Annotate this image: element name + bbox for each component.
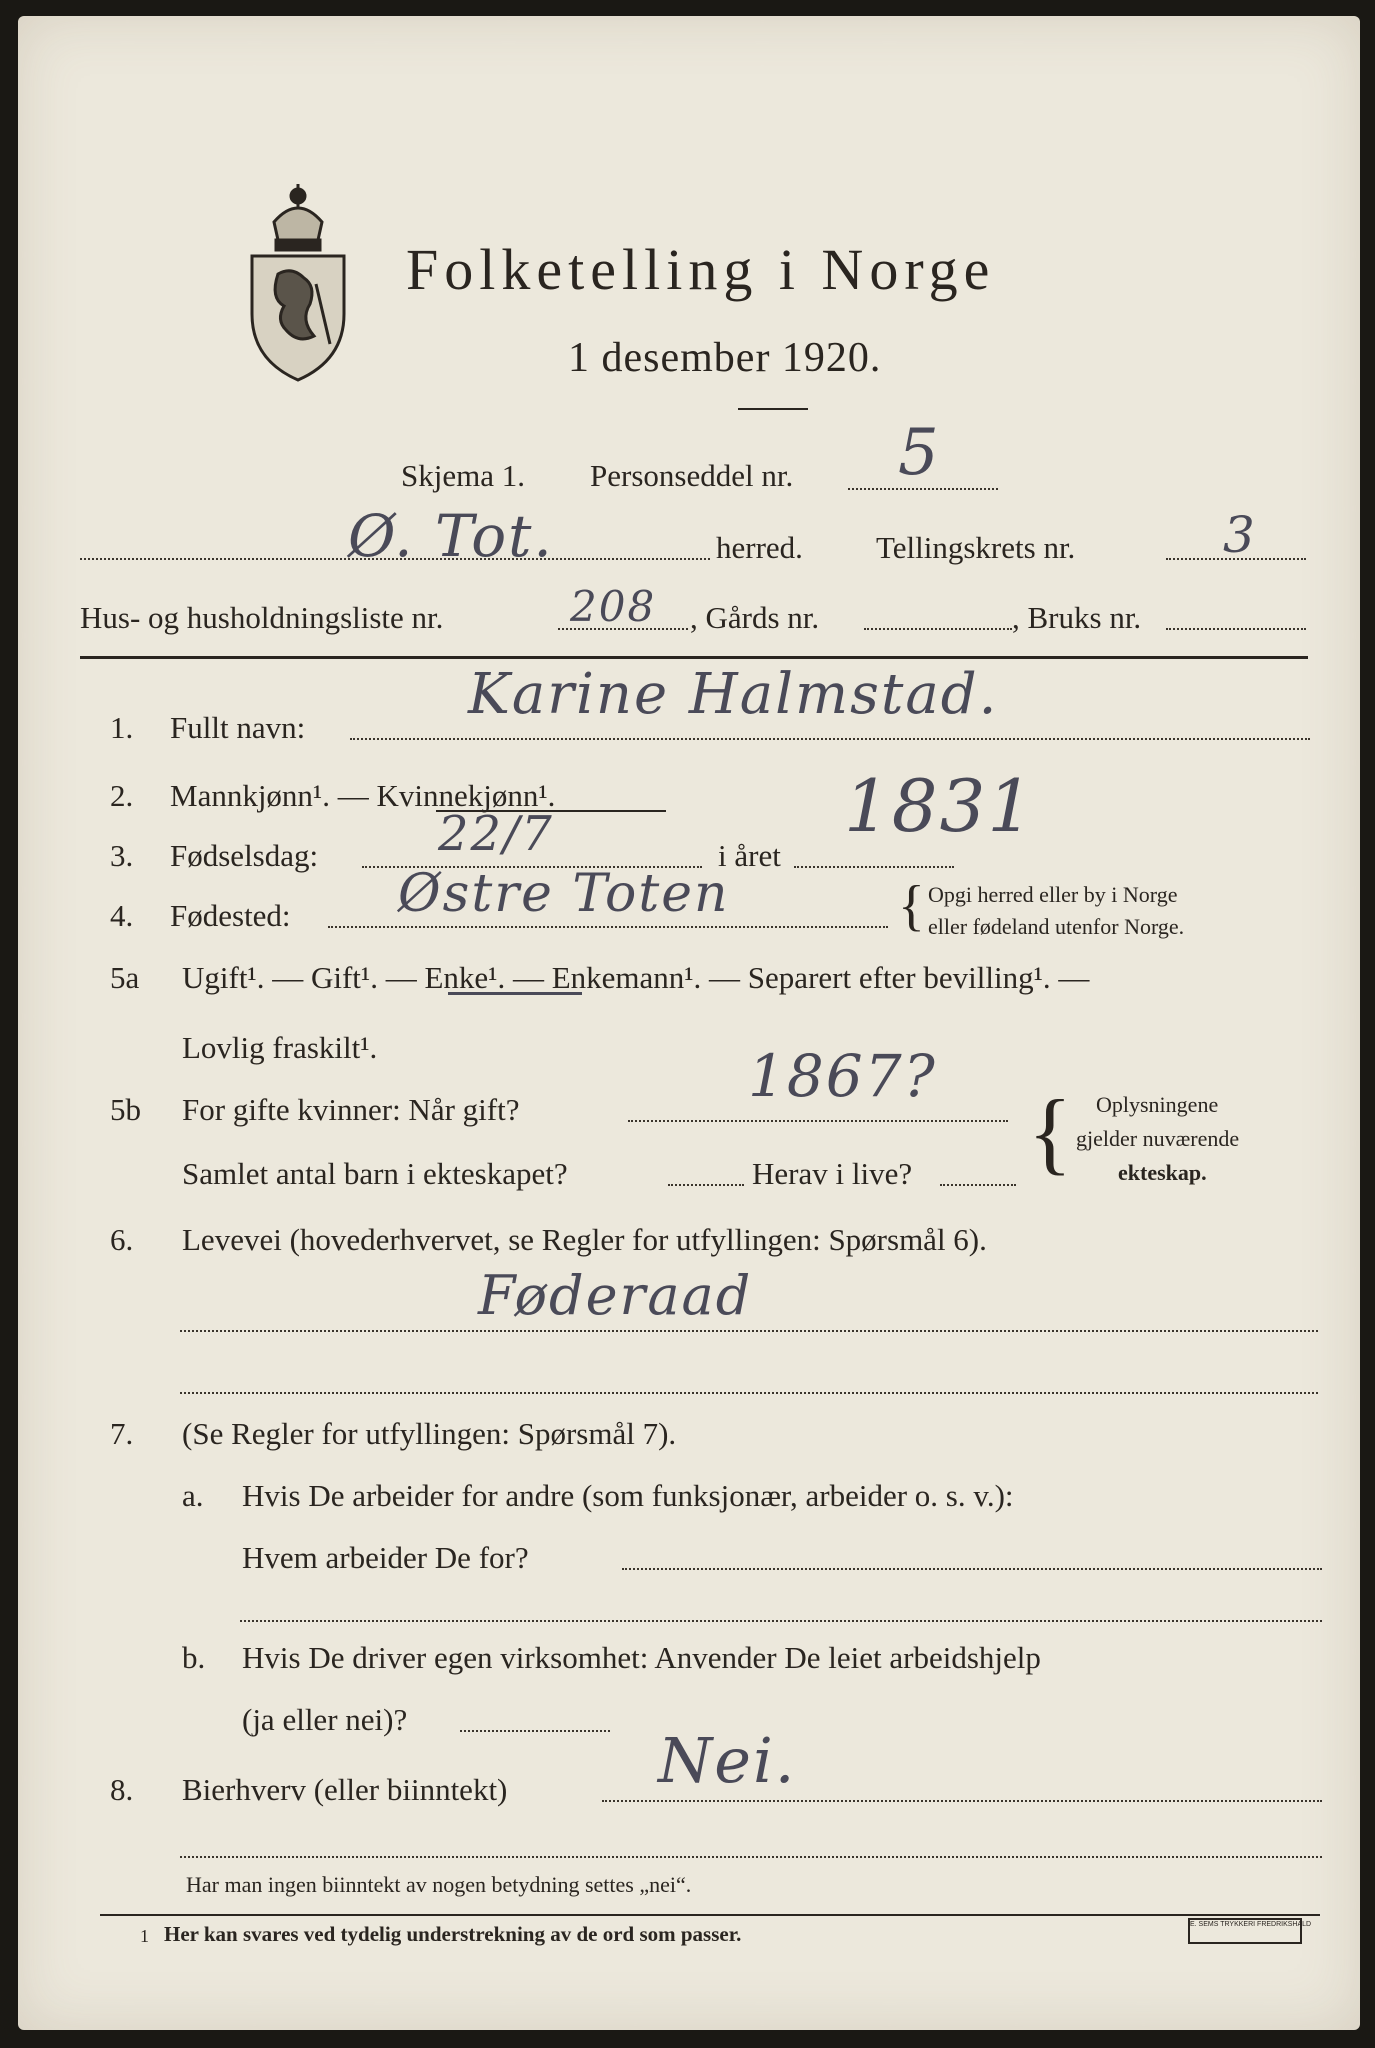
q7b-letter: b. [182, 1640, 206, 1675]
q5a-label: Ugift¹. — Gift¹. — Enke¹. — Enkemann¹. — Separert efter bevilling¹. — [182, 960, 1090, 995]
q5b-gift-line [628, 1120, 1008, 1122]
q1-value[interactable]: Karine Halmstad. [468, 662, 999, 727]
skjema-label: Skjema 1. [401, 458, 525, 493]
q7a-label2: Hvem arbeider De for? [242, 1540, 529, 1575]
q7a-line2 [240, 1620, 1322, 1622]
herred-value[interactable]: Ø. Tot. [348, 502, 554, 570]
herred-label: herred. [716, 530, 803, 565]
q4-number: 4. [110, 898, 134, 933]
footnote-marker: 1 [140, 1926, 149, 1946]
q8-value[interactable]: Nei. [658, 1724, 797, 1797]
hus-value[interactable]: 208 [570, 582, 657, 631]
tellingskrets-label: Tellingskrets nr. [876, 530, 1076, 565]
q6-line2 [180, 1392, 1318, 1394]
q7b-line [460, 1730, 610, 1732]
personseddel-label: Personseddel nr. [590, 458, 794, 493]
q4-brace: { [898, 875, 925, 937]
q7-label: (Se Regler for utfyllingen: Spørsmål 7). [182, 1416, 677, 1451]
q3-aaret-label: i året [718, 838, 781, 873]
printer-stamp [1188, 1918, 1312, 1944]
q5b-label2: Samlet antal barn i ekteskapet? [182, 1156, 568, 1191]
q1-label: Fullt navn: [170, 710, 306, 745]
q7a-label: Hvis De arbeider for andre (som funksjonær, arbeider o. s. v.): [242, 1478, 1014, 1513]
q5b-live-line [940, 1184, 1016, 1186]
q8-line1 [602, 1800, 1322, 1802]
gards-line [864, 628, 1012, 630]
footnote-text: Her kan svares ved tydelig understrekning av de ord som passer. [164, 1922, 742, 1946]
biinntekt-note: Har man ingen biinntekt av nogen betydning settes „nei“. [186, 1872, 692, 1897]
gards-label: , Gårds nr. [690, 600, 820, 635]
title-divider [738, 408, 808, 410]
q5a-label2: Lovlig fraskilt¹. [182, 1030, 378, 1065]
form-title: Folketelling i Norge [406, 237, 996, 302]
footnote-divider [100, 1914, 1320, 1916]
q8-label: Bierhverv (eller biinntekt) [182, 1772, 508, 1807]
q3-year-line [794, 866, 954, 868]
q7-number: 7. [110, 1416, 134, 1451]
q1-line [350, 738, 1310, 740]
q5b-number: 5b [110, 1092, 141, 1127]
q6-label: Levevei (hovederhvervet, se Regler for utfyllingen: Spørsmål 6). [182, 1222, 987, 1257]
q5b-note1: Oplysningene [1096, 1092, 1219, 1117]
q4-note-line1: Opgi herred eller by i Norge [928, 882, 1178, 907]
personseddel-value[interactable]: 5 [898, 416, 941, 490]
q6-line1 [180, 1330, 1318, 1332]
q3-value[interactable]: 22/7 [438, 806, 554, 862]
q5b-barn-line [668, 1184, 744, 1186]
q5a-number: 5a [110, 960, 140, 995]
q5b-label1: For gifte kvinner: Når gift? [182, 1092, 520, 1127]
q5b-label3: Herav i live? [752, 1156, 913, 1191]
q4-value[interactable]: Østre Toten [398, 864, 730, 924]
q4-note-line2: eller fødeland utenfor Norge. [928, 914, 1185, 939]
bruks-label: , Bruks nr. [1012, 600, 1142, 635]
q3-number: 3. [110, 838, 134, 873]
q8-number: 8. [110, 1772, 134, 1807]
hus-label: Hus- og husholdningsliste nr. [80, 600, 444, 635]
q3-label: Fødselsdag: [170, 838, 319, 873]
tellingskrets-value[interactable]: 3 [1223, 506, 1257, 564]
header-divider [80, 656, 1308, 659]
q5b-value[interactable]: 1867? [748, 1042, 937, 1110]
q1-number: 1. [110, 710, 134, 745]
q7a-line1 [622, 1568, 1322, 1570]
census-form [18, 16, 1360, 2030]
q3-year[interactable]: 1831 [844, 764, 1036, 848]
q7a-letter: a. [182, 1478, 204, 1513]
q4-line [328, 926, 888, 928]
q4-label: Fødested: [170, 898, 291, 933]
q8-line2 [180, 1856, 1322, 1858]
q5a-underline-enke [448, 992, 582, 995]
q2-label: Mannkjønn¹. — Kvinnekjønn¹. [170, 778, 556, 813]
q2-number: 2. [110, 778, 134, 813]
q5b-brace: { [1028, 1081, 1073, 1183]
q5b-note2: gjelder nuværende [1076, 1126, 1240, 1151]
q6-value[interactable]: Føderaad [478, 1264, 753, 1327]
q6-number: 6. [110, 1222, 134, 1257]
bruks-line [1166, 628, 1306, 630]
q7b-label: Hvis De driver egen virksomhet: Anvender De leiet arbeidshjelp [242, 1640, 1041, 1675]
q5b-note3: ekteskap. [1118, 1160, 1207, 1185]
coat-of-arms-icon [240, 174, 356, 386]
census-date: 1 desember 1920. [568, 335, 882, 381]
printer-stamp-text: E. SEMS TRYKKERI FREDRIKSHALD [1190, 1921, 1312, 1928]
q7b-label2: (ja eller nei)? [242, 1702, 408, 1737]
